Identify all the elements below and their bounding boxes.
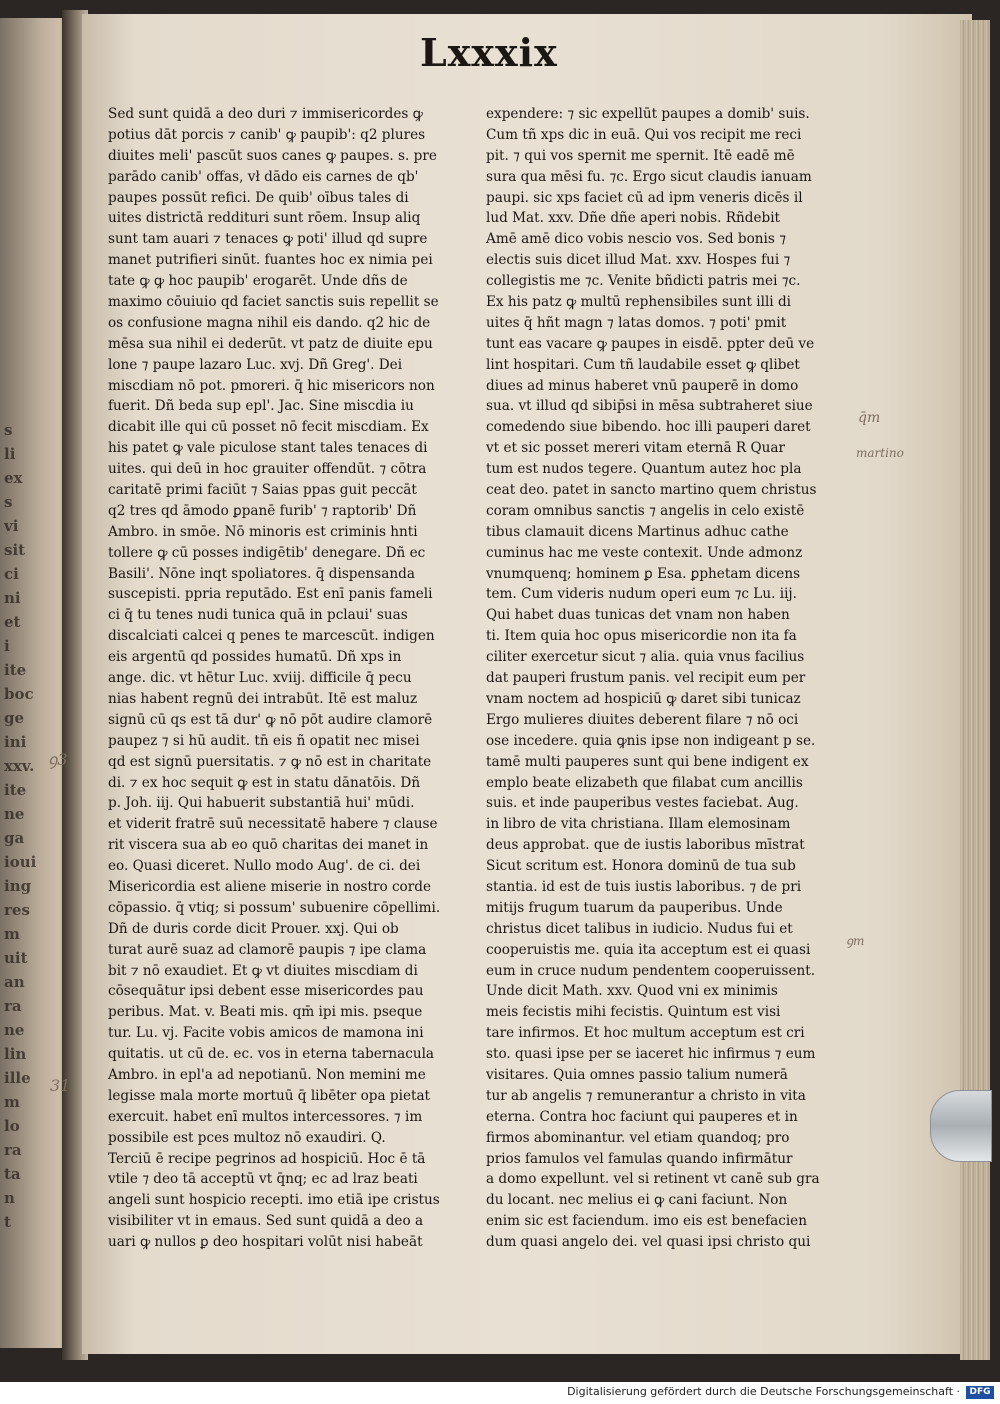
text-line: s [4,421,13,439]
left-page-fragments [4,418,44,1234]
marginal-note: ꝯm [846,934,865,948]
text-line: ra [4,997,22,1015]
marginal-note: q̄m [858,410,881,426]
text-line: eum in cruce nudum pendentem cooperuissent. [486,962,816,979]
text-line: caritatē primi faciūt ⁊ Saias ppas guit peccāt [108,482,417,499]
text-line: os confusione magna nihil eis dando. q2 hic de [108,314,431,331]
text-line: q2 tres qd āmodo ꝑpanē furib' ⁊ raptorib' Dñ [108,502,417,519]
text-line: et viderit fratrē suū necessitatē habere ⁊ clause [108,816,438,833]
text-line: ci [4,565,19,583]
text-line: i [4,637,10,655]
text-line: ra [4,1141,22,1159]
text-line: tur ab angelis ⁊ remunerantur a christo in vita [486,1087,806,1104]
text-line: stantia. id est de tuis iustis laboribus. ⁊ de pri [486,878,802,895]
text-line: legisse mala morte mortuū q̄ libēter opa pietat [108,1087,431,1104]
text-line: enim sic est faciendum. imo eis est benefacien [486,1213,807,1230]
text-line: m [4,1093,20,1111]
text-line: ne [4,1021,25,1039]
text-line: ciliter exercetur sicut ⁊ alia. quia vnus facilius [486,649,805,666]
text-line: pit. ⁊ qui vos spernit me spernit. Itē eadē mē [486,147,795,164]
text-line: Ergo mulieres diuites deberent filare ⁊ nō oci [486,711,799,728]
text-line: p. Joh. iij. Qui habuerit substantiā hui' mūdi. [108,795,415,812]
text-line: sua. vt illud qd sibip̄si in mēsa subtraheret siue [486,398,813,415]
text-line: exercuit. habet enī multos intercessores. ⁊ im [108,1108,423,1125]
text-line: cōsequātur ipsi debent esse misericordes pau [108,983,424,1000]
text-line: mitijs frugum tuarum da pauperibus. Unde [486,899,783,916]
text-line: xxv. [4,757,35,775]
text-line: peribus. Mat. v. Beati mis. qm̄ ipi mis. pseque [108,1004,423,1021]
text-line: uari ꝙ nullos ꝑ deo hospitari volūt nisi habeāt [108,1234,423,1251]
text-line: visibiliter vt in emaus. Sed sunt quidā a deo a [108,1213,424,1230]
page-clip [930,1090,992,1162]
text-line: turat aurē suaz ad clamorē paupis ⁊ ipe clama [108,941,427,958]
text-line: Unde dicit Math. xxv. Quod vni ex minimis [486,983,778,1000]
left-page-edge [0,18,70,1348]
text-line: visitares. Quia omnes passio talium numerā [486,1066,788,1083]
text-column-right [486,104,838,1251]
text-line: Terciū ē recipe pegrinos ad hospiciū. Hoc ē tā [108,1150,426,1167]
text-line: tibus clamauit dicens Martinus adhuc cathe [486,523,789,540]
text-line: fuerit. Dñ beda sup epl'. Jac. Sine miscdia iu [108,398,414,415]
text-line: ci q̄ tu tenes nudi tunica quā in pclaui' suas [108,607,408,624]
text-line: eo. Quasi diceret. Nullo modo Aug'. de ci. dei [108,858,421,875]
text-line: suscepisti. ppria reputādo. Est enī panis fameli [108,586,433,603]
text-line: expendere: ⁊ sic expellūt paupes a domib' suis. [486,106,810,122]
text-line: ille [4,1069,31,1087]
text-line: cōpassio. q̄ vtiq; si possum' subuenire cōpellimi. [108,899,441,916]
text-line: Sicut scritum est. Honora dominū de tua sub [486,858,796,875]
text-line: Ambro. in smōe. Nō minoris est criminis hnti [108,523,418,540]
text-line: li [4,445,16,463]
text-line: lin [4,1045,27,1063]
text-line: ceat deo. patet in sancto martino quem christus [486,482,817,499]
funding-credit: Digitalisierung gefördert durch die Deutsche Forschungsgemeinschaft · [567,1385,960,1398]
text-line: christus dicet talibus in iudicio. Nudus fui et [486,920,793,937]
text-line: t [4,1213,11,1231]
text-line: ioui [4,853,37,871]
text-line: tollere ꝙ cū posses indigētib' denegare. Dñ ec [108,544,426,561]
text-line: diues ad minus haberet vnū pauperē in domo [486,377,799,394]
text-line: sto. quasi ipse per se iaceret hic infirmus ⁊ eum [486,1046,816,1063]
dfg-logo: DFG [966,1386,994,1399]
text-line: emplo beate elizabeth que filabat cum ancillis [486,774,803,791]
text-line: discalciati calcei q penes te marcescūt. indigen [108,628,435,645]
text-line: maximo cōuiuio qd faciet sanctis suis repellit se [108,294,439,311]
text-line: ga [4,829,25,847]
text-line: Ex his patz ꝙ multū rephensibiles sunt illi di [486,294,792,311]
text-line: in libro de vita christiana. Illam elemosinam [486,816,791,833]
text-line: boc [4,685,34,703]
text-line: sunt tam auari ⁊ tenaces ꝙ poti' illud qd supre [108,231,428,248]
text-line: firmos abominantur. vel etiam quandoq; pro [486,1129,790,1146]
text-line: lo [4,1117,20,1135]
text-line: cooperuistis me. quia ita acceptum est ei quasi [486,941,811,958]
text-line: tunt eas vacare ꝙ paupes in eisdē. ppter deū ve [486,335,815,352]
text-line: Sed sunt quidā a deo duri ⁊ immisericordes ꝙ [108,106,423,122]
text-line: a domo expellunt. vel si retinent vt canē sub gra [486,1171,820,1188]
text-line: res [4,901,30,919]
text-line: Amē amē dico vobis nescio vos. Sed bonis ⁊ [486,231,786,248]
text-line: di. ⁊ ex hoc sequit ꝙ est in statu dānatōis. Dñ [108,774,421,791]
text-line: ing [4,877,32,895]
folio-number: Lxxxix [420,30,558,75]
text-line: tare infirmos. Et hoc multum acceptum est cri [486,1025,805,1042]
text-line: uites q̄ hñt magn ⁊ latas domos. ⁊ poti' pmit [486,314,787,331]
text-line: potius dāt porcis ⁊ canib' ꝙ paupib': q2 plures [108,126,426,143]
text-line: dum quasi angelo dei. vel quasi ipsi christo qui [486,1234,811,1251]
text-line: possibile est pces multoz nō exaudiri. Q. [108,1129,386,1146]
text-line: tate ꝙ ꝙ hoc paupib' erogarēt. Unde dñs de [108,273,408,290]
text-line: collegistis me ⁊c. Venite bñdicti patris mei ⁊c. [486,273,801,290]
text-line: eis argentū qd possides humatū. Dñ xps in [108,649,402,666]
text-line: tur. Lu. vj. Facite vobis amicos de mamona ini [108,1025,424,1042]
text-line: tum est nudos tegere. Quantum autez hoc pla [486,461,802,478]
text-line: ex [4,469,23,487]
text-line: bit ⁊ nō exaudiet. Et ꝙ vt diuites miscdiam di [108,962,418,979]
text-line: ite [4,781,27,799]
text-line: ose incedere. quia ꝙnis ipse non indigeant p se. [486,732,816,749]
footer-bar [0,1382,1000,1404]
text-line: paupi. sic xps faciet cū ad ipm veneris dicēs il [486,189,803,206]
text-line: ini [4,733,27,751]
text-line: et [4,613,21,631]
text-line: angeli sunt hospicio recepti. imo etiā ipe cristus [108,1192,440,1209]
text-line: quitatis. ut cū de. ec. vos in eterna tabernacula [108,1046,435,1063]
text-line: uites. qui deū in hoc grauiter offendūt. ⁊ cōtra [108,461,427,478]
text-line: lint hospitari. Cum tñ laudabile esset ꝙ qlibet [486,356,800,373]
text-line: ne [4,805,25,823]
text-line: ange. dic. vt hētur Luc. xviij. difficile q̄ pecu [108,670,412,687]
text-line: signū cū qs est tā dur' ꝙ nō pōt audire clamorē [108,711,433,728]
text-line: uites districtā reddituri sunt rōem. Insup aliq [108,210,421,227]
marginal-note: ꝯ3 [48,750,68,769]
text-line: rit viscera sua ab eo quō charitas dei manet in [108,837,429,854]
text-line: du locant. nec melius ei ꝙ cani faciunt. Non [486,1192,788,1209]
text-line: comedendo siue bibendo. hoc illi pauperi daret [486,419,811,436]
text-line: paupes possūt refici. De quib' oībus tales di [108,189,409,206]
text-line: tem. Cum videris nudum operi eum ⁊c Lu. iij. [486,586,797,603]
text-line: ite [4,661,27,679]
text-line: Dñ de duris corde dicit Prouer. xxj. Qui ob [108,920,399,937]
text-line: paupez ⁊ si hū audit. tn̄ eis ñ opatit nec misei [108,732,420,749]
text-line: diuites meli' pascūt suos canes ꝙ paupes. s. pre [108,147,437,164]
text-line: dicabit ille qui cū posset nō fecit miscdiam. Ex [108,419,429,436]
text-column-left [108,104,462,1251]
text-line: Qui habet duas tunicas det vnam non haben [486,607,790,624]
text-line: uit [4,949,28,967]
text-line: Misericordia est aliene miserie in nostro corde [108,878,431,895]
marginal-note: 31 [50,1076,71,1095]
text-line: qd est signū puersitatis. ⁊ ꝙ nō est in charitate [108,753,432,770]
text-line: m [4,925,20,943]
text-line: suis. et inde pauperibus vestes faciebat. Aug. [486,795,799,812]
text-line: sura qua mēsi fu. ⁊c. Ergo sicut claudis ianuam [486,168,812,185]
text-line: vnumquenq; hominem ꝑ Esa. ꝑphetam dicens [486,565,801,582]
text-line: meis fecistis mihi fecistis. Quintum est visi [486,1004,781,1021]
text-line: Ambro. in epl'a ad nepotianū. Non memini me [108,1066,426,1083]
text-line: ni [4,589,21,607]
text-line: vt et sic posset mereri vitam eternā R Quar [486,440,785,457]
text-line: sit [4,541,26,559]
text-line: vnam noctem ad hospiciū ꝙ daret sibi tunicaz [486,690,801,707]
text-line: vi [4,517,19,535]
text-line: dat pauperi frustum panis. vel recipit eum per [486,670,806,687]
text-line: mēsa sua nihil ei dederūt. vt patz de diuite epu [108,335,433,352]
text-line: cuminus hac me veste contexit. Unde admonz [486,544,803,561]
text-line: lud Mat. xxv. Dñe dñe aperi nobis. Rñdebit [486,210,781,227]
text-line: his patet ꝙ vale piculose stant tales tenaces di [108,440,428,457]
text-line: nias habent regnū dei intrabūt. Itē est maluz [108,690,418,707]
text-line: vtile ⁊ deo tā acceptū vt q̄nq; ec ad lraz beati [108,1171,418,1188]
text-line: lone ⁊ paupe lazaro Luc. xvj. Dñ Greg'. Dei [108,356,403,373]
text-line: ta [4,1165,21,1183]
text-line: n [4,1189,15,1207]
text-line: an [4,973,25,991]
text-line: coram omnibus sanctis ⁊ angelis in celo existē [486,502,805,519]
text-line: s [4,493,13,511]
marginal-note: martino [856,446,904,460]
text-line: Cum tñ xps dic in euā. Qui vos recipit me reci [486,126,802,143]
text-line: ge [4,709,25,727]
text-line: deus approbat. que de iustis laboribus mīstrat [486,837,805,854]
text-line: manet putrifieri sinūt. fuantes hoc ex nimia pei [108,252,433,269]
text-line: Basili'. Nōne inqt spoliatores. q̄ dispensanda [108,565,415,582]
text-line: parādo canib' offas, vł dādo eis carnes de qb' [108,168,419,185]
text-line: ti. Item quia hoc opus misericordie non ita fa [486,628,797,645]
text-line: prios famulos vel famulas quando infirmātur [486,1150,793,1167]
text-line: tamē multi pauperes sunt qui bene indigent ex [486,753,809,770]
text-line: electis suis dicet illud Mat. xxv. Hospes fui ⁊ [486,252,791,269]
text-line: miscdiam nō pot. pmoreri. q̄ hic misericors non [108,377,435,394]
text-line: eterna. Contra hoc faciunt qui pauperes et in [486,1108,798,1125]
